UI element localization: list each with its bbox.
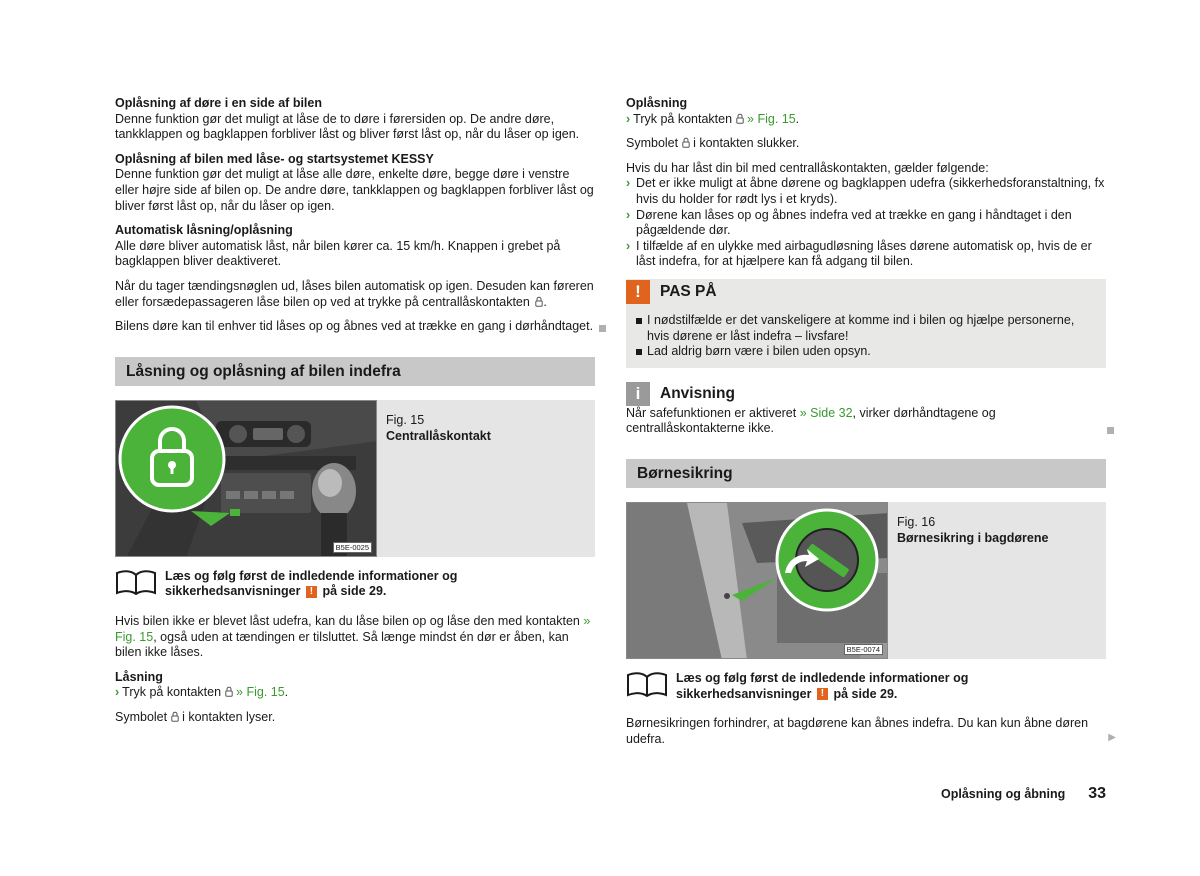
para-heading: Oplåsning af bilen med låse- og startsystemet KESSY bbox=[115, 151, 434, 166]
list-item-text: Det er ikke muligt at åbne dørene og bagklappen udefra (sikkerhedsforanstaltning, fx hvis du holder for rødt lys i et kryds). bbox=[636, 176, 1105, 206]
bullet-arrow-icon: › bbox=[626, 238, 631, 253]
symbol-text-end: i kontakten slukker. bbox=[693, 136, 800, 151]
safety-reference-text: Læs og følg først de indledende informationer og sikkerhedsanvisninger bbox=[165, 568, 458, 599]
para-auto-lock bbox=[115, 223, 595, 270]
lock-symbol-icon bbox=[736, 113, 744, 124]
note-body bbox=[626, 406, 1106, 437]
figure-15-image bbox=[115, 400, 377, 557]
note-text-end: , virker dørhåndtagene og centrallåskontakterne ikke. bbox=[626, 405, 996, 436]
safety-reference-page: på side 29. bbox=[833, 686, 898, 701]
safety-reference-page: på side 29. bbox=[322, 584, 387, 599]
figure-15 bbox=[115, 400, 595, 557]
lock-symbol-line bbox=[115, 710, 595, 726]
safety-reference-text: Læs og følg først de indledende informationer og sikkerhedsanvisninger bbox=[676, 670, 969, 701]
warning-box bbox=[626, 279, 1106, 368]
para-end: . bbox=[543, 294, 547, 309]
list-item-text: Dørene kan låses op og åbnes indefra ved at trække en gang i håndtaget i den pågældende dør. bbox=[636, 207, 1072, 238]
note-header bbox=[626, 382, 1106, 406]
figure-title: Centrallåskontakt bbox=[386, 428, 491, 443]
para-heading: Automatisk låsning/oplåsning bbox=[115, 223, 293, 238]
book-icon bbox=[115, 569, 157, 595]
step-arrow-icon: › bbox=[626, 111, 631, 126]
page-link[interactable]: » Side 32 bbox=[799, 405, 853, 420]
figure-16-image bbox=[626, 502, 888, 659]
lock-symbol-icon bbox=[171, 711, 179, 722]
footer-title: Oplåsning og åbning bbox=[941, 787, 1066, 801]
para-one-side-unlock bbox=[115, 96, 595, 143]
page-number: 33 bbox=[1088, 785, 1106, 802]
left-column bbox=[115, 96, 595, 734]
para-body: Bilens døre kan til enhver tid låses op og åbnes ved at trække en gang i dørhåndtaget. bbox=[115, 319, 594, 334]
bullet-arrow-icon: › bbox=[626, 176, 631, 191]
locked-conditions bbox=[626, 161, 1106, 270]
symbol-text-end: i kontakten lyser. bbox=[182, 709, 276, 724]
central-lock-switch-illustration bbox=[116, 401, 377, 557]
para-body: Hvis bilen ikke er blevet låst udefra, kan du låse bilen op og låse den med kontakten bbox=[115, 613, 580, 628]
unlocking-heading: Oplåsning bbox=[626, 96, 688, 110]
figure-tag: B5E-0025 bbox=[333, 542, 372, 553]
info-icon: i bbox=[626, 382, 650, 406]
para-body: Denne funktion gør det muligt at låse alle døre, enkelte døre, begge døre i venstre eller højre side af bilen op. De andre døre, tankklappen og bagklappen forbliver låst og bliver først låst op, når du låser op igen. bbox=[115, 167, 594, 213]
safety-reference bbox=[115, 569, 595, 600]
warning-item: Lad aldrig børn være i bilen uden opsyn. bbox=[636, 344, 1096, 360]
list-item bbox=[626, 176, 1106, 207]
bullet-arrow-icon: › bbox=[626, 207, 631, 222]
list-item bbox=[626, 239, 1106, 270]
para-body: Børnesikringen forhindrer, at bagdørene kan åbnes indefra. Du kan kun åbne døren udefra. bbox=[626, 716, 1089, 746]
figure-tag: B5E-0074 bbox=[844, 644, 883, 655]
para-kessy bbox=[115, 152, 595, 214]
para-heading: Oplåsning af døre i en side af bilen bbox=[115, 96, 322, 110]
warning-body bbox=[626, 305, 1106, 360]
figure-title: Børnesikring i bagdørene bbox=[897, 530, 1049, 545]
step-end: . bbox=[795, 111, 800, 126]
list-item bbox=[626, 208, 1106, 239]
warning-icon: ! bbox=[817, 688, 828, 700]
locking-heading: Låsning bbox=[115, 669, 163, 684]
para-ignition-key bbox=[115, 279, 595, 310]
para-body: Denne funktion gør det muligt at låse de to døre i førersiden op. De andre døre, tankklappen og bagklappen forbliver låst og bliver først låst op, når du låser op igen. bbox=[115, 111, 580, 142]
step-arrow-icon: › bbox=[115, 685, 120, 700]
lock-symbol-icon bbox=[682, 137, 690, 148]
note-text: Når safefunktionen er aktiveret bbox=[626, 405, 797, 420]
warning-icon: ! bbox=[626, 280, 650, 304]
figure-caption bbox=[377, 400, 491, 557]
lock-symbol-icon bbox=[225, 686, 233, 697]
list-item-text: I tilfælde af en ulykke med airbagudløsning låses dørene automatisk op, hvis de er låst indefra, for at hjælpere kan få adgang til bilen. bbox=[636, 238, 1092, 269]
warning-item: I nødstilfælde er det vanskeligere at komme ind i bilen og hjælpe personerne, hvis dørene er låst indefra – livsfare! bbox=[636, 313, 1096, 344]
section-heading-child-safety: Børnesikring bbox=[626, 459, 1106, 488]
book-icon bbox=[626, 671, 668, 697]
unlock-symbol-line bbox=[626, 136, 1106, 152]
note-title: Anvisning bbox=[660, 384, 735, 402]
unlocking-instructions bbox=[626, 96, 1106, 127]
continue-arrow-icon: ▶ bbox=[1108, 731, 1116, 743]
conditions-intro: Hvis du har låst din bil med centrallåskontakten, gælder følgende: bbox=[626, 160, 989, 175]
para-body-cont: , også uden at tændingen er tilsluttet. Så længe mindst én dør er åben, kan bilen ikke låses. bbox=[115, 629, 569, 660]
para-door-handle bbox=[115, 319, 595, 335]
right-column bbox=[626, 96, 1116, 756]
warning-title: PAS PÅ bbox=[660, 283, 717, 301]
locking-instructions bbox=[115, 670, 595, 701]
figure-link[interactable]: » Fig. 15 bbox=[747, 111, 796, 126]
para-body: Alle døre bliver automatisk låst, når bilen kører ca. 15 km/h. Knappen i grebet på bagklappen bliver deaktiveret. bbox=[115, 238, 561, 269]
figure-link[interactable]: » Fig. 15 bbox=[115, 613, 591, 644]
warning-header bbox=[626, 279, 1106, 305]
symbol-text: Symbolet bbox=[115, 709, 168, 724]
page-footer bbox=[941, 786, 1106, 803]
symbol-text: Symbolet bbox=[626, 136, 679, 151]
step-end: . bbox=[284, 685, 289, 700]
end-marker-icon bbox=[1107, 427, 1114, 434]
figure-number: Fig. 15 bbox=[386, 412, 425, 427]
para-child-safety bbox=[626, 716, 1116, 747]
figure-16 bbox=[626, 502, 1106, 659]
step-text: Tryk på kontakten bbox=[633, 111, 733, 126]
section-heading-inside-locking: Låsning og oplåsning af bilen indefra bbox=[115, 357, 595, 386]
para-body: Når du tager tændingsnøglen ud, låses bilen automatisk op igen. Desuden kan føreren eller forsædepassageren låse bilen op ved at trykke på centrallåskontakten bbox=[115, 278, 594, 309]
end-marker-icon bbox=[599, 325, 606, 332]
warning-icon: ! bbox=[306, 586, 317, 598]
safety-reference bbox=[626, 671, 1106, 702]
figure-caption bbox=[888, 502, 1048, 659]
child-lock-illustration bbox=[627, 503, 888, 659]
figure-link[interactable]: » Fig. 15 bbox=[236, 685, 285, 700]
step-text: Tryk på kontakten bbox=[122, 685, 222, 700]
figure-number: Fig. 16 bbox=[897, 514, 936, 529]
para-switch-info bbox=[115, 614, 595, 661]
